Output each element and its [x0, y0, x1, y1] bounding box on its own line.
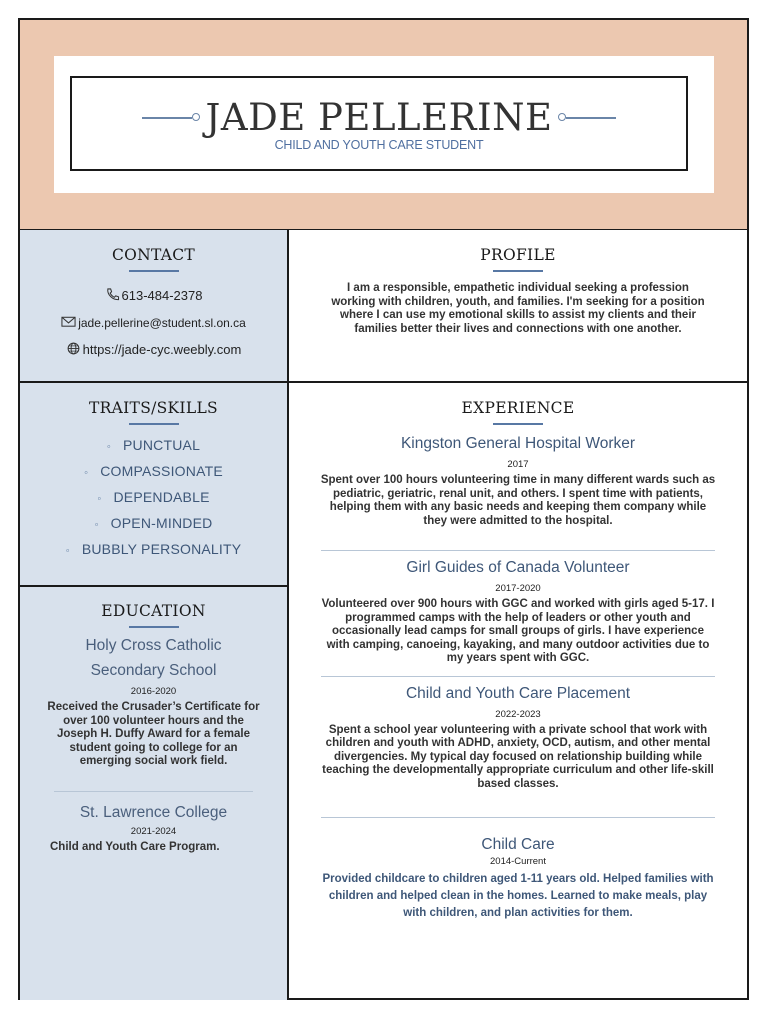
job-years: 2017 — [507, 459, 529, 470]
job-title: Kingston General Hospital Worker — [400, 435, 636, 452]
school-description: Child and Youth Care Program. — [50, 840, 220, 853]
trait-item: ◦ PUNCTUAL — [106, 437, 201, 453]
experience-entry — [289, 435, 747, 528]
experience-section — [289, 399, 747, 922]
trait-item: ◦ COMPASSIONATE — [84, 463, 223, 479]
school-years: 2021-2024 — [130, 825, 177, 837]
right-column — [289, 230, 747, 1000]
left-divider-1 — [20, 381, 287, 383]
school-years: 2016-2020 — [130, 686, 177, 697]
job-years: 2022-2023 — [495, 708, 541, 720]
job-years: 2017-2020 — [495, 583, 541, 594]
school-name: St. Lawrence College — [79, 803, 228, 821]
job-description: Volunteered over 900 hours with GGC and worked with girls aged 5-17. I programmed camps with the help of leaders or other youth and occasionally lead camps for small groups of girls. I have experience with camping, canoeing, kayaking, and many outdoor activities due to my years spent with GGC. — [321, 598, 715, 664]
phone-icon — [105, 288, 120, 301]
profile-underline — [493, 270, 543, 272]
job-title: Girl Guides of Canada Volunteer — [406, 559, 630, 576]
phone-number: 613-484-2378 — [121, 288, 203, 303]
job-title: Child and Youth Care Placement — [405, 684, 631, 702]
website-url: https://jade-cyc.weebly.com — [82, 342, 242, 357]
left-column — [20, 230, 289, 1000]
email-address: jade.pellerine@student.sl.on.ca — [78, 316, 246, 330]
contact-section — [20, 246, 287, 363]
school-name: Holy Cross Catholic Secondary School — [85, 637, 222, 679]
profile-section — [289, 246, 747, 336]
job-years: 2014-Current — [490, 856, 546, 867]
right-divider-1 — [287, 381, 749, 383]
experience-entry — [289, 836, 747, 922]
traits-section — [20, 399, 287, 562]
name-box — [70, 76, 688, 171]
left-ornament-icon — [142, 112, 200, 124]
trait-item: ◦ BUBBLY PERSONALITY — [65, 541, 242, 557]
job-title: Child Care — [481, 836, 555, 853]
header-band — [20, 20, 747, 230]
profile-heading: PROFILE — [480, 246, 556, 264]
profile-text: I am a responsible, empathetic individual seeking a profession working with children, youth, and families. I'm seeking for a position where I can use my emotional skills to assist my clients and their families better their lives and connections with one another. — [331, 282, 705, 335]
email-icon — [61, 315, 76, 328]
candidate-name: JADE PELLERINE — [205, 96, 553, 139]
job-description: Spent a school year volunteering with a private school that work with children and youth with ADHD, anxiety, OCD, autism, and other mental divergencies. My typical day focused on relationship building while teaching the developmentally appropriate curriculum and other life-skill based classes. — [322, 723, 714, 790]
experience-entry — [289, 559, 747, 666]
education-section — [20, 602, 287, 854]
globe-icon — [66, 342, 81, 355]
trait-item: ◦ OPEN-MINDED — [94, 515, 213, 531]
experience-entry — [289, 685, 747, 792]
candidate-subtitle: CHILD AND YOUTH CARE STUDENT — [274, 138, 484, 152]
contact-website[interactable] — [20, 336, 287, 363]
contact-heading: CONTACT — [111, 246, 196, 264]
contact-phone[interactable] — [20, 282, 287, 309]
experience-heading: EXPERIENCE — [461, 399, 575, 417]
traits-heading: TRAITS/SKILLS — [89, 399, 218, 417]
job-description: Spent over 100 hours volunteering time in many different wards such as pediatric, geriatric, renal unit, and others. I spent time with patients, helping them with any basic needs and keeping them company while they were admitted to the hospital. — [320, 474, 716, 527]
contact-email[interactable] — [20, 309, 287, 336]
left-divider-2 — [20, 585, 287, 587]
trait-item: ◦ DEPENDABLE — [97, 489, 210, 505]
education-heading: EDUCATION — [101, 602, 206, 620]
school-description: Received the Crusader’s Certificate for over 100 volunteer hours and the Joseph H. Duffy Award for a female student going to college for an emerging social work field. — [47, 701, 260, 767]
job-description: Provided childcare to children aged 1-11 years old. Helped families with children and helped clean in the homes. Learned to make meals, play with children, and plan activities for them. — [322, 873, 714, 919]
right-ornament-icon — [558, 112, 616, 124]
resume-page — [18, 18, 749, 1000]
